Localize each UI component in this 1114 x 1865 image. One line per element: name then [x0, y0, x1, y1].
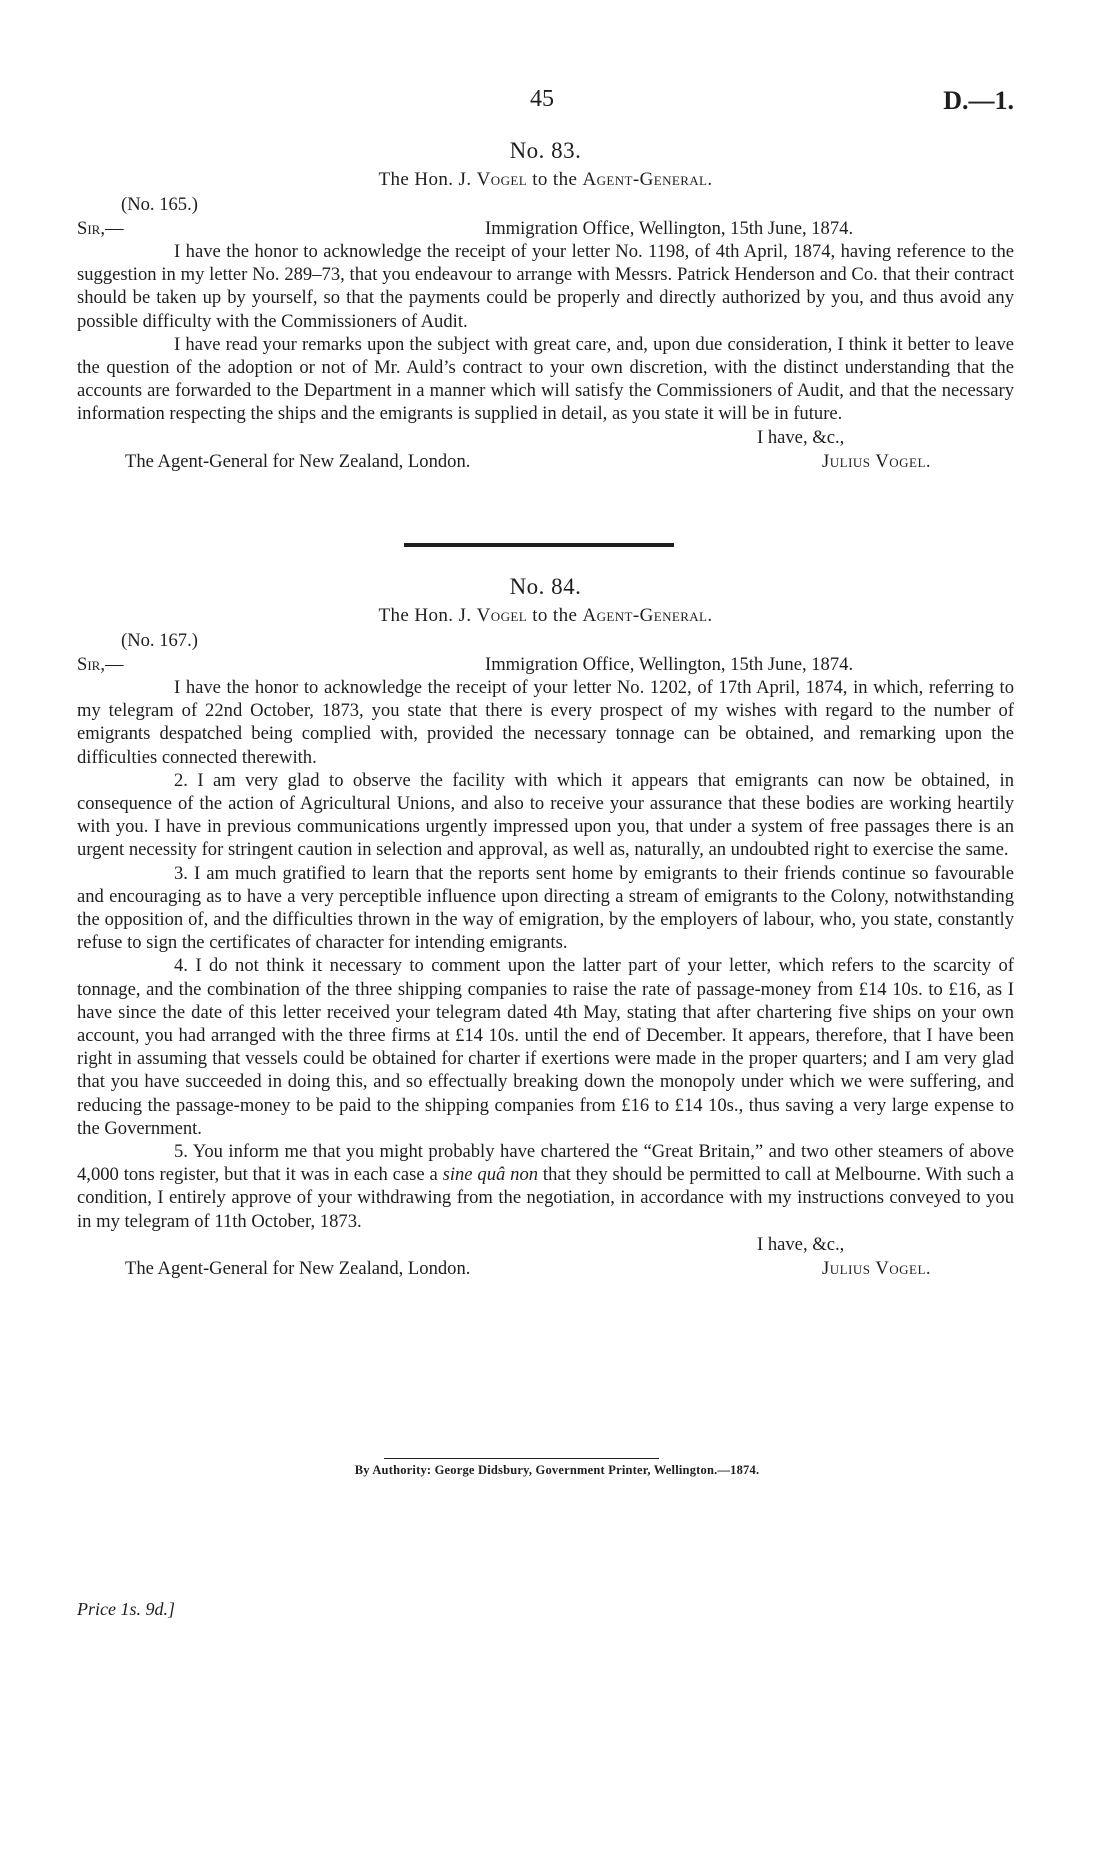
- addressee-row: [77, 449, 1014, 474]
- signature: Julius Vogel.: [822, 450, 932, 472]
- document-code: D.—1.: [943, 86, 1014, 115]
- salutation-row: [77, 653, 1014, 676]
- letter-body: [77, 676, 1014, 1233]
- closing: I have, &c.,: [757, 1233, 845, 1255]
- salutation: Sir,—: [77, 654, 124, 675]
- addressee-row: [77, 1256, 1014, 1281]
- paragraph-text: that they should be permitted to call at Melbourne. With such a condition, I entirely approve of your withdrawing from the negotiation, in accordance with my instructions conveyed to you in my telegram of 11th October, 1873.: [77, 1164, 1015, 1232]
- heading-mid: to the: [527, 605, 583, 626]
- reference-number: (No. 167.): [121, 630, 198, 651]
- page-number: 45: [530, 86, 554, 112]
- price: Price 1s. 9d.]: [77, 1599, 175, 1619]
- letter-83: [77, 135, 1014, 474]
- section-divider: [404, 543, 674, 547]
- heading-prefix: The Hon. J.: [378, 169, 477, 190]
- closing-row: [77, 426, 1014, 449]
- salutation-row: [77, 217, 1014, 240]
- letter-body: [77, 240, 1014, 426]
- imprint-rule: [384, 1458, 659, 1459]
- letter-84: [77, 571, 1014, 1281]
- heading-to: Agent-General.: [582, 605, 713, 626]
- closing-row: [77, 1233, 1014, 1256]
- addressee: The Agent-General for New Zealand, London.: [125, 1257, 471, 1279]
- paragraph: I have the honor to acknowledge the receipt of your letter No. 1202, of 17th April, 1874, in which, referring to my telegram of 22nd October, 1873, you state that there is every prospect of my wishes with regard to the number of emigrants despatched being complied with, provided the necessary tonnage can be obtained, and remarking upon the difficulties connected therewith.: [77, 677, 1014, 768]
- heading-from: Vogel: [476, 605, 528, 626]
- heading-prefix: The Hon. J.: [378, 605, 477, 626]
- letter-number: No. 83.: [509, 138, 582, 163]
- paragraph: 2. I am very glad to observe the facility with which it appears that emigrants can now be obtained, in consequence of the action of Agricultural Unions, and also to receive your assurance that these bodies are working heartily with you. I have in previous communications urgently impressed upon you, that under a system of free passages there is an urgent necessity for stringent caution in selection and approval, as well as, naturally, an undoubted right to exercise the same.: [77, 769, 1014, 861]
- dateline: Immigration Office, Wellington, 15th June, 1874.: [485, 654, 854, 675]
- salutation: Sir,—: [77, 218, 124, 239]
- addressee: The Agent-General for New Zealand, London.: [125, 450, 471, 472]
- closing: I have, &c.,: [757, 426, 845, 448]
- latin-phrase: sine quâ non: [442, 1164, 539, 1186]
- heading-mid: to the: [527, 169, 583, 190]
- dateline: Immigration Office, Wellington, 15th June, 1874.: [485, 218, 854, 239]
- paragraph: [77, 1140, 1014, 1233]
- paragraph: I have the honor to acknowledge the receipt of your letter No. 1198, of 4th April, 1874, having reference to the suggestion in my letter No. 289–73, that you endeavour to arrange with Messrs. Patrick Henderson and Co. that their contract should be taken up by yourself, so that the payments could be properly and directly authorized by you, and thus avoid any possible difficulty with the Commissioners of Audit.: [77, 241, 1014, 332]
- letter-heading: [77, 167, 1014, 193]
- heading-to: Agent-General.: [582, 169, 713, 190]
- printer-imprint: By Authority: George Didsbury, Government Printer, Wellington.—1874.: [354, 1463, 760, 1477]
- reference-number: (No. 165.): [121, 194, 198, 215]
- heading-from: Vogel: [476, 169, 528, 190]
- signature: Julius Vogel.: [822, 1257, 932, 1279]
- paragraph: I have read your remarks upon the subject with great care, and, upon due consideration, I think it better to leave the question of the adoption or not of Mr. Auld’s contract to your own discretion, with the distinct understanding that the accounts are forwarded to the Department in a manner which will satisfy the Commissioners of Audit, and that the necessary information respecting the ships and the emigrants is supplied in detail, as you state it will be in future.: [77, 333, 1014, 425]
- paragraph: 4. I do not think it necessary to comment upon the latter part of your letter, which refers to the scarcity of tonnage, and the combination of the three shipping companies to raise the rate of passage-money from £14 10s. to £16, as I have since the date of this letter received your telegram dated 4th May, stating that after chartering five ships on your own account, you had arranged with the three firms at £14 10s. until the end of December. It appears, therefore, that I have been right in assuming that vessels could be obtained for charter if exertions were made in the proper quarters; and I am very glad that you have succeeded in doing this, and so effectually breaking down the monopoly under which we were suffering, and reducing the passage-money to be paid to the shipping companies from £16 to £14 10s., thus saving a very large expense to the Government.: [77, 955, 1014, 1139]
- letter-number: No. 84.: [509, 574, 582, 599]
- letter-heading: [77, 603, 1014, 629]
- paragraph: 3. I am much gratified to learn that the reports sent home by emigrants to their friends continue so favourable and encouraging as to have a very perceptible influence upon directing a stream of emigrants to the Colony, notwithstanding the opposition of, and the difficulties thrown in the way of emigration, by the employers of labour, who, you state, constantly refuse to sign the certificates of character for intending emigrants.: [77, 862, 1014, 954]
- paragraph-text: 5. You inform me that you might probably have chartered the “Great Britain,” and two other steamers of above 4,000 tons register, but that it was in each case a: [77, 1141, 1014, 1186]
